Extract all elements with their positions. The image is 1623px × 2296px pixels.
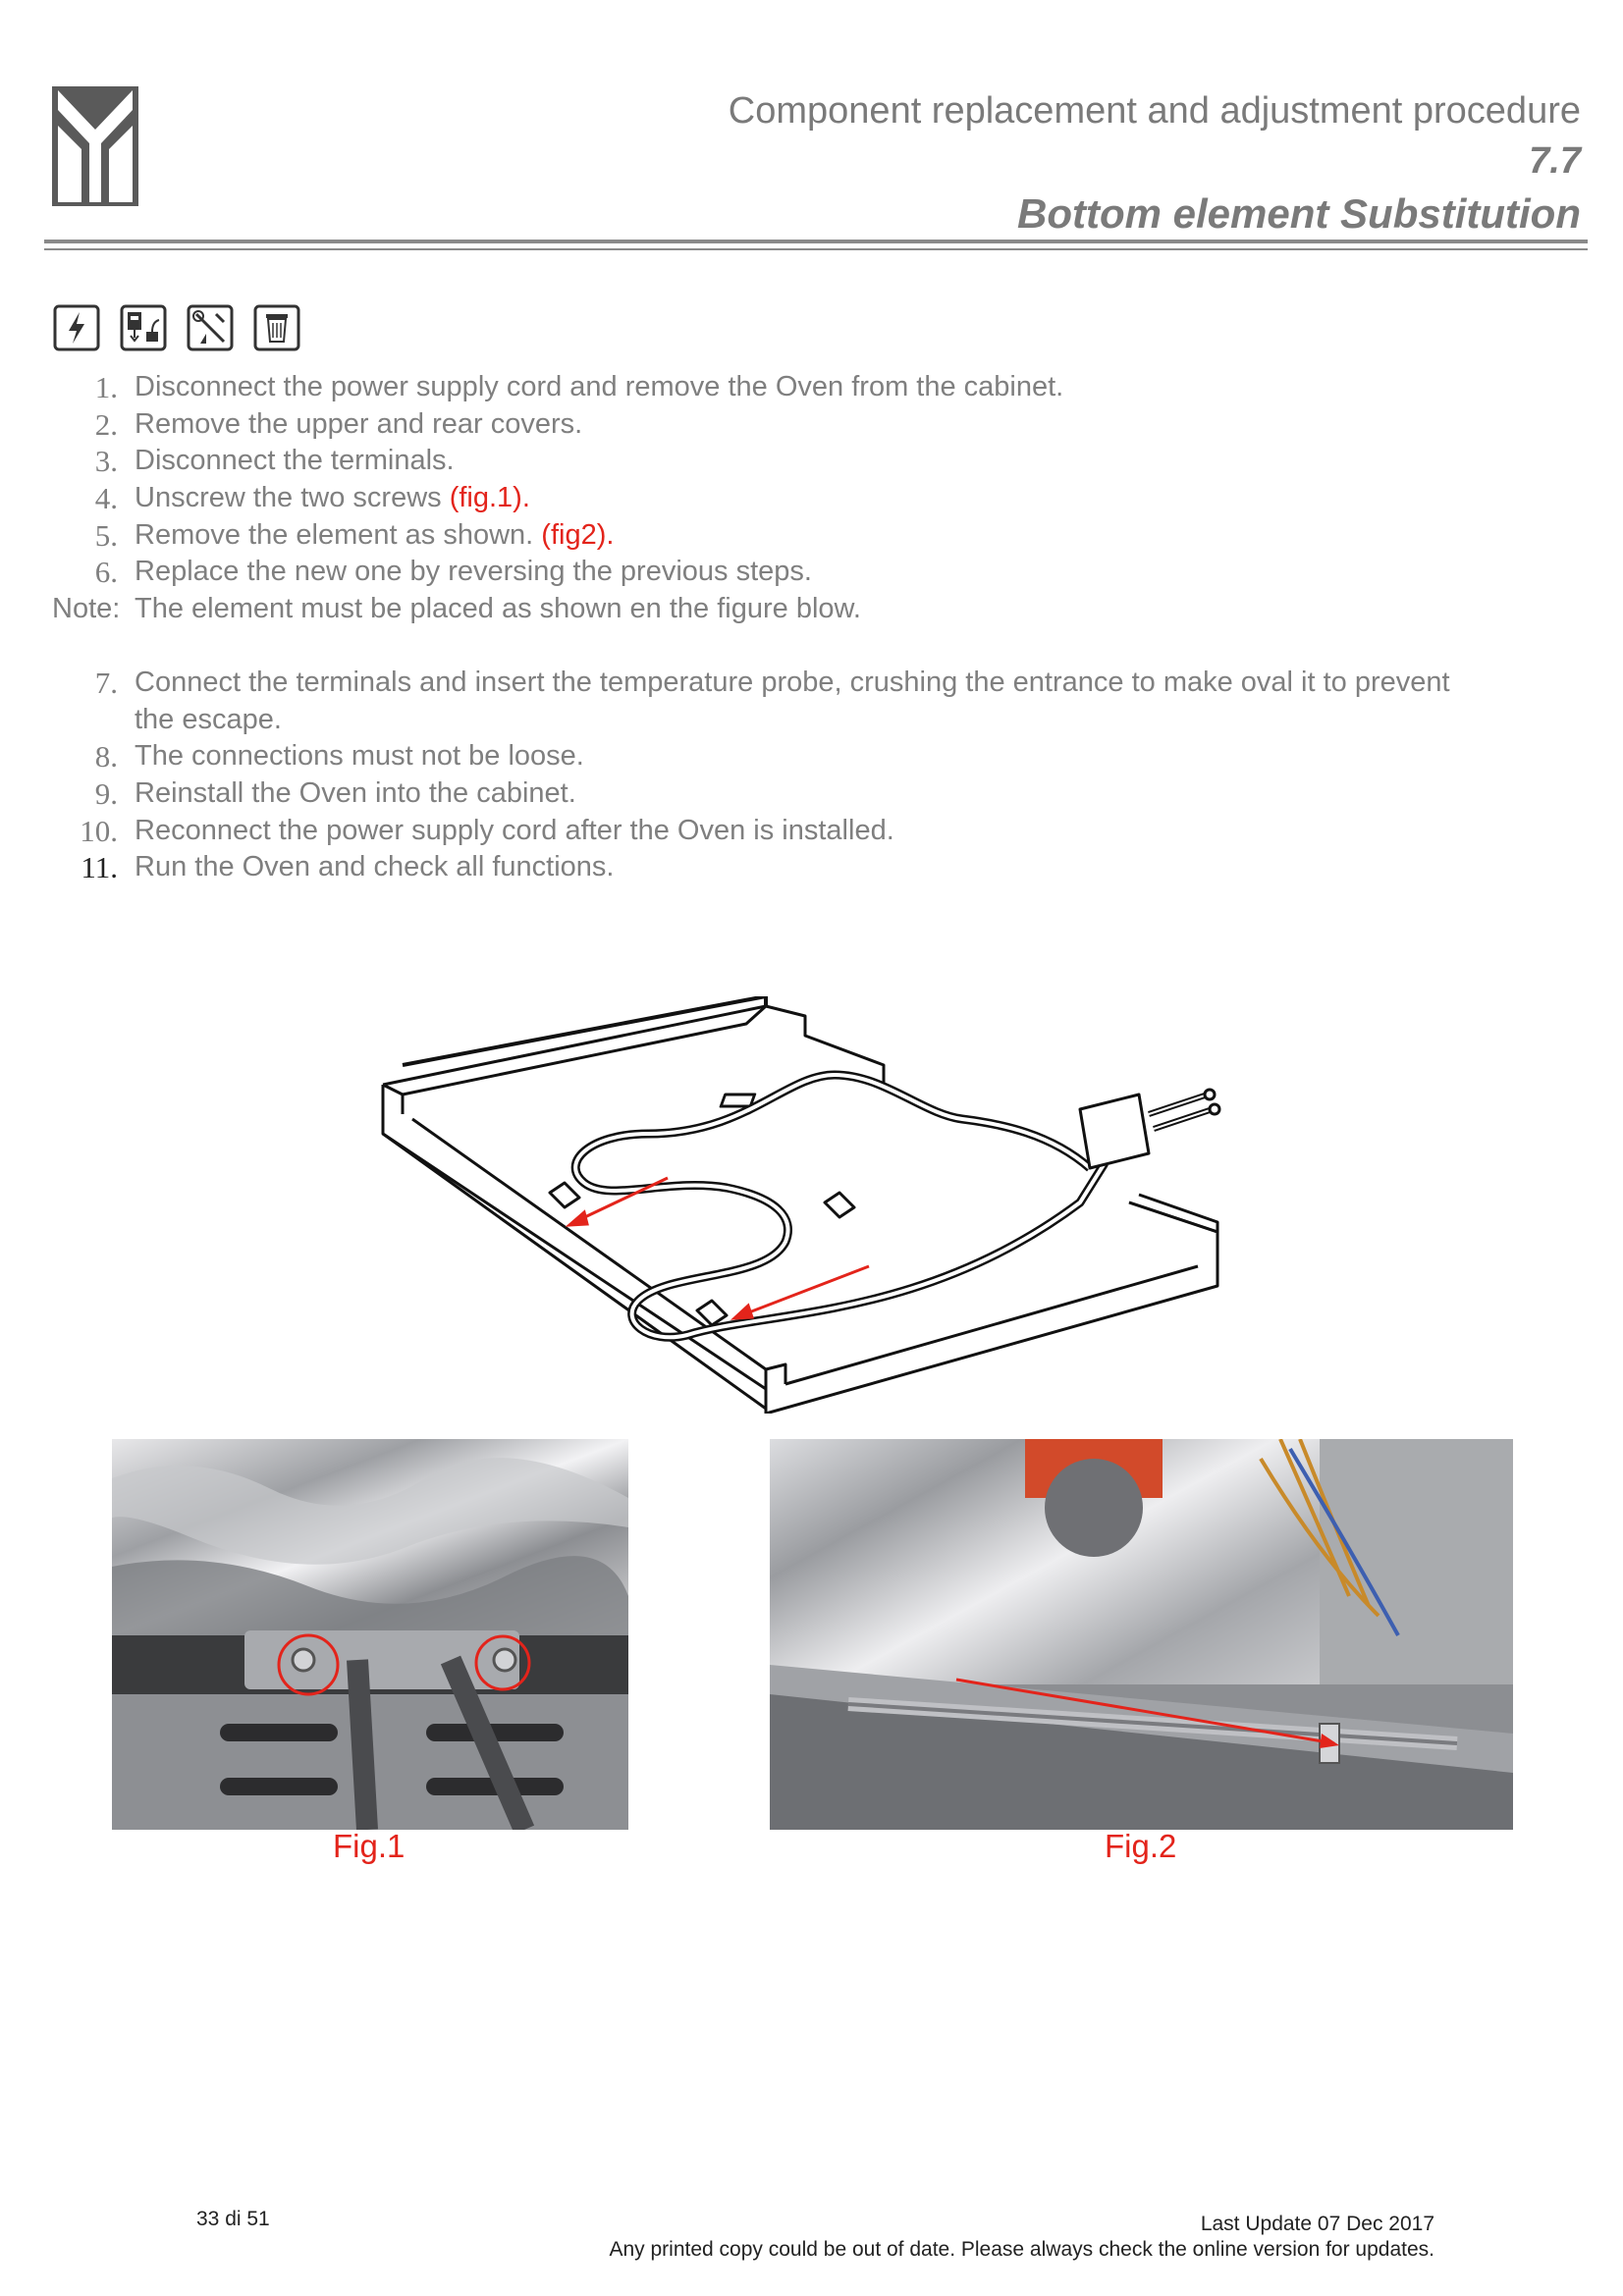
disclaimer: Any printed copy could be out of date. Please always check the online version for updates. bbox=[609, 2238, 1434, 2261]
company-logo bbox=[52, 86, 138, 206]
fig1-photo bbox=[112, 1439, 628, 1830]
last-update: Last Update 07 Dec 2017 bbox=[1200, 2213, 1434, 2235]
power-warning-icon bbox=[53, 304, 100, 351]
list-item: 8. The connections must not be loose. bbox=[94, 739, 584, 774]
figure-reference: (fig.1). bbox=[449, 482, 530, 514]
list-item: 5. Remove the element as shown. (fig2). bbox=[94, 517, 615, 553]
list-item: 11. Run the Oven and check all functions. bbox=[81, 850, 615, 885]
page-title: Bottom element Substitution bbox=[1017, 190, 1581, 237]
list-item: 6. Replace the new one by reversing the previous steps. bbox=[94, 555, 812, 590]
list-item: 4. Unscrew the two screws (fig.1). bbox=[94, 481, 530, 516]
footer-info bbox=[609, 2212, 1434, 2263]
list-item: 9. Reinstall the Oven into the cabinet. bbox=[94, 775, 576, 811]
note-label: Note: bbox=[52, 593, 121, 625]
tools-icon bbox=[187, 304, 234, 351]
list-item: 7. Connect the terminals and insert the temperature probe, crushing the entrance to make oval it to prevent bbox=[94, 665, 1450, 700]
note-text: The element must be placed as shown en the figure blow. bbox=[135, 593, 861, 625]
list-item: 1. Disconnect the power supply cord and remove the Oven from the cabinet. bbox=[94, 370, 1064, 404]
page-number: 33 di 51 bbox=[196, 2208, 270, 2230]
element-placement-diagram bbox=[373, 996, 1237, 1414]
list-item-continuation: the escape. bbox=[135, 703, 282, 735]
recycle-bin-icon bbox=[253, 304, 300, 351]
header-title: Component replacement and adjustment procedure bbox=[728, 90, 1581, 132]
procedure-steps bbox=[0, 369, 1623, 886]
safety-icons bbox=[53, 304, 300, 351]
unplug-icon bbox=[120, 304, 167, 351]
list-item: 2. Remove the upper and rear covers. bbox=[94, 406, 583, 442]
note bbox=[0, 591, 1623, 628]
fig2-photo bbox=[770, 1439, 1513, 1830]
list-item: 3. Disconnect the terminals. bbox=[94, 444, 455, 479]
section-number: 7.7 bbox=[1529, 140, 1581, 182]
header-divider bbox=[44, 240, 1588, 243]
page-header bbox=[729, 86, 1581, 241]
fig1-caption: Fig.1 bbox=[333, 1828, 406, 1864]
header-divider-thin bbox=[44, 248, 1588, 250]
list-item: 10. Reconnect the power supply cord after the Oven is installed. bbox=[80, 813, 894, 848]
figure-reference: (fig2). bbox=[541, 518, 615, 551]
fig2-caption: Fig.2 bbox=[1105, 1828, 1177, 1864]
